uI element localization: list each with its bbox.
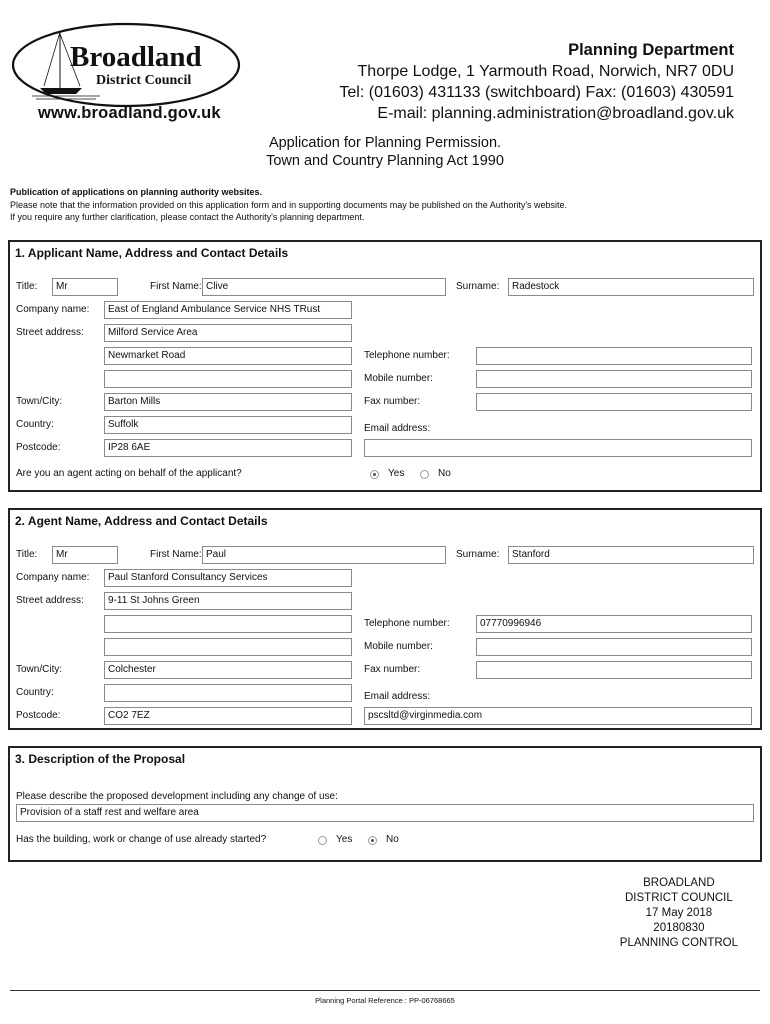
form-title-line1: Application for Planning Permission. bbox=[268, 135, 502, 151]
started-no-radio[interactable] bbox=[368, 836, 377, 845]
country-label: Country: bbox=[16, 419, 54, 430]
telephone-label: Telephone number: bbox=[364, 618, 450, 629]
applicant-first-name-field[interactable]: Clive bbox=[202, 278, 446, 296]
agent-postcode-field[interactable]: CO2 7EZ bbox=[104, 707, 352, 725]
section-title: 3. Description of the Proposal bbox=[15, 752, 186, 766]
publication-line2: If you require any further clarification, please contact the Authority's planning department. bbox=[10, 212, 365, 222]
logo-subtitle: District Council bbox=[96, 73, 192, 88]
footer-reference: Planning Portal Reference : PP-06768665 bbox=[315, 996, 455, 1005]
agent-town-field[interactable]: Colchester bbox=[104, 661, 352, 679]
title-label: Title: bbox=[16, 549, 38, 560]
applicant-title-field[interactable]: Mr bbox=[52, 278, 118, 296]
department-block bbox=[339, 40, 734, 124]
company-label: Company name: bbox=[16, 304, 90, 315]
agent-title-field[interactable]: Mr bbox=[52, 546, 118, 564]
started-yes-label: Yes bbox=[336, 834, 353, 845]
telephone-label: Telephone number: bbox=[364, 350, 450, 361]
describe-label: Please describe the proposed development including any change of use: bbox=[16, 791, 338, 802]
town-label: Town/City: bbox=[16, 396, 63, 407]
description-field[interactable]: Provision of a staff rest and welfare area bbox=[16, 804, 754, 822]
agent-yes-label: Yes bbox=[388, 468, 405, 479]
applicant-surname-field[interactable]: Radestock bbox=[508, 278, 754, 296]
applicant-fax-field[interactable] bbox=[476, 393, 752, 411]
stamp-line2: DISTRICT COUNCIL bbox=[625, 892, 733, 904]
mobile-label: Mobile number: bbox=[364, 641, 433, 652]
fax-label: Fax number: bbox=[364, 664, 421, 675]
agent-section bbox=[8, 508, 762, 730]
stamp-date: 17 May 2018 bbox=[645, 907, 713, 919]
department-address: Thorpe Lodge, 1 Yarmouth Road, Norwich, NR7 0DU bbox=[357, 63, 734, 80]
agent-fax-field[interactable] bbox=[476, 661, 752, 679]
agent-company-field[interactable]: Paul Stanford Consultancy Services bbox=[104, 569, 352, 587]
applicant-street2-field[interactable]: Newmarket Road bbox=[104, 347, 352, 365]
company-label: Company name: bbox=[16, 572, 90, 583]
broadland-logo bbox=[10, 20, 242, 114]
agent-mobile-field[interactable] bbox=[476, 638, 752, 656]
agent-no-radio[interactable] bbox=[420, 470, 429, 479]
logo-name: Broadland bbox=[70, 41, 202, 73]
agent-question: Are you an agent acting on behalf of the applicant? bbox=[16, 468, 242, 479]
applicant-telephone-field[interactable] bbox=[476, 347, 752, 365]
postcode-label: Postcode: bbox=[16, 710, 61, 721]
applicant-town-field[interactable]: Barton Mills bbox=[104, 393, 352, 411]
applicant-company-field[interactable]: East of England Ambulance Service NHS TRust bbox=[104, 301, 352, 319]
town-label: Town/City: bbox=[16, 664, 63, 675]
first-name-label: First Name: bbox=[150, 549, 202, 560]
agent-yes-radio[interactable] bbox=[370, 470, 379, 479]
surname-label: Surname: bbox=[456, 281, 500, 292]
applicant-country-field[interactable]: Suffolk bbox=[104, 416, 352, 434]
form-title-line2: Town and Country Planning Act 1990 bbox=[266, 153, 504, 169]
first-name-label: First Name: bbox=[150, 281, 202, 292]
agent-no-label: No bbox=[438, 468, 451, 479]
publication-notice bbox=[10, 186, 567, 224]
stamp-number: 20180830 bbox=[653, 922, 705, 934]
email-label: Email address: bbox=[364, 423, 431, 434]
agent-first-name-field[interactable]: Paul bbox=[202, 546, 446, 564]
country-label: Country: bbox=[16, 687, 54, 698]
agent-surname-field[interactable]: Stanford bbox=[508, 546, 754, 564]
department-email: E-mail: planning.administration@broadland.gov.uk bbox=[377, 105, 734, 122]
agent-telephone-field[interactable]: 07770996946 bbox=[476, 615, 752, 633]
agent-street2-field[interactable] bbox=[104, 615, 352, 633]
department-telfax: Tel: (01603) 431133 (switchboard) Fax: (01603) 430591 bbox=[339, 84, 734, 101]
applicant-mobile-field[interactable] bbox=[476, 370, 752, 388]
street-label: Street address: bbox=[16, 595, 84, 606]
stamp-line1: BROADLAND bbox=[643, 877, 715, 889]
section-title: 1. Applicant Name, Address and Contact Details bbox=[15, 246, 289, 260]
street-label: Street address: bbox=[16, 327, 84, 338]
website: www.broadland.gov.uk bbox=[38, 104, 221, 122]
publication-line1: Please note that the information provided on this application form and in supporting documents may be published on the Authority's website. bbox=[10, 199, 568, 210]
form-title bbox=[0, 134, 770, 170]
email-label: Email address: bbox=[364, 691, 431, 702]
proposal-section bbox=[8, 746, 762, 862]
mobile-label: Mobile number: bbox=[364, 373, 433, 384]
fax-label: Fax number: bbox=[364, 396, 421, 407]
started-no-label: No bbox=[386, 834, 399, 845]
stamp-line5: PLANNING CONTROL bbox=[619, 937, 738, 949]
started-question: Has the building, work or change of use already started? bbox=[16, 834, 267, 845]
publication-heading: Publication of applications on planning authority websites. bbox=[10, 187, 263, 197]
postcode-label: Postcode: bbox=[16, 442, 61, 453]
started-yes-radio[interactable] bbox=[318, 836, 327, 845]
agent-email-field[interactable]: pscsltd@virginmedia.com bbox=[364, 707, 752, 725]
surname-label: Surname: bbox=[456, 549, 500, 560]
agent-country-field[interactable] bbox=[104, 684, 352, 702]
applicant-street1-field[interactable]: Milford Service Area bbox=[104, 324, 352, 342]
section-title: 2. Agent Name, Address and Contact Details bbox=[15, 514, 268, 528]
received-stamp bbox=[620, 876, 738, 951]
applicant-postcode-field[interactable]: IP28 6AE bbox=[104, 439, 352, 457]
applicant-street3-field[interactable] bbox=[104, 370, 352, 388]
agent-street3-field[interactable] bbox=[104, 638, 352, 656]
footer-divider bbox=[10, 990, 760, 991]
applicant-email-field[interactable] bbox=[364, 439, 752, 457]
agent-street1-field[interactable]: 9-11 St Johns Green bbox=[104, 592, 352, 610]
applicant-section bbox=[8, 240, 762, 492]
title-label: Title: bbox=[16, 281, 38, 292]
department-name: Planning Department bbox=[568, 41, 734, 59]
